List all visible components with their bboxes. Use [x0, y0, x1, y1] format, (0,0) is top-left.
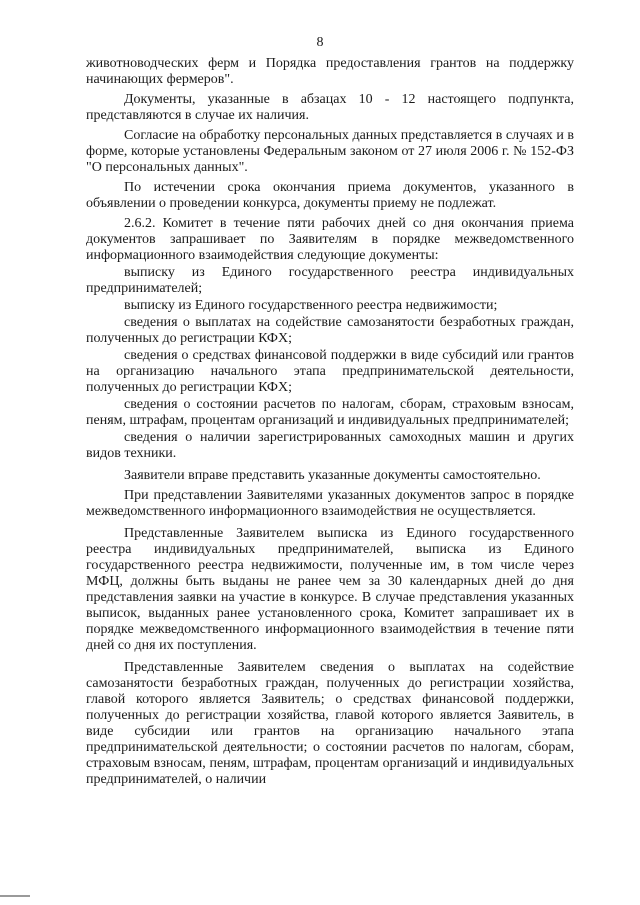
paragraph-deadline: По истечении срока окончания приема документов, указанного в объявлении о проведении конкурса, документы приему не подлежат.: [86, 180, 574, 211]
paragraph-documents-availability: Документы, указанные в абзацах 10 - 12 настоящего подпункта, представляются в случае их наличия.: [86, 92, 574, 123]
list-item-egrn: выписку из Единого государственного реестра недвижимости;: [124, 298, 498, 313]
document-body: [86, 56, 574, 792]
paragraph-continuation: животноводческих ферм и Порядка предоставления грантов на поддержку начинающих фермеров".: [86, 56, 574, 87]
list-item-tax-settlements: сведения о состоянии расчетов по налогам, сборам, страховым взносам, пеням, штрафам, процентам организаций и индивидуальных предпринимателей;: [86, 397, 574, 428]
paragraph-submitted-information: Представленные Заявителем сведения о выплатах на содействие самозанятости безработных граждан, полученных до регистрации хозяйства, главой которого является Заявитель; о средствах финансовой поддержки, полученных до регистрации хозяйства, главой которого является Заявитель, в виде субсидии или грантов на организацию начального этапа предпринимательской деятельности; о состоянии расчетов по налогам, сборам, страховым взносам, пеням, штрафам, процентам организаций и индивидуальных предпринимателей, о наличии: [86, 660, 574, 787]
list-item-self-employment-payments: сведения о выплатах на содействие самозанятости безработных граждан, полученных до регистрации КФХ;: [86, 315, 574, 346]
paragraph-2-6-2: 2.6.2. Комитет в течение пяти рабочих дней со дня окончания приема документов запрашивает по Заявителям в порядке межведомственного информационного взаимодействия следующие документы:: [86, 216, 574, 263]
list-item-machinery: сведения о наличии зарегистрированных самоходных машин и других видов техники.: [86, 430, 574, 461]
scan-edge-mark: [0, 895, 30, 897]
paragraph-personal-data-consent: Согласие на обработку персональных данных представляется в случаях и в форме, которые установлены Федеральным законом от 27 июля 2006 г. № 152-ФЗ "О персональных данных".: [86, 128, 574, 175]
paragraph-no-request: При представлении Заявителями указанных документов запрос в порядке межведомственного информационного взаимодействия не осуществляется.: [86, 488, 574, 519]
page-number: 8: [316, 35, 324, 50]
list-item-egrip: выписку из Единого государственного реестра индивидуальных предпринимателей;: [86, 265, 574, 296]
list-item-financial-support: сведения о средствах финансовой поддержки в виде субсидий или грантов на организацию начального этапа предпринимательской деятельности, полученных до регистрации КФХ;: [86, 348, 574, 395]
paragraph-self-submission: Заявители вправе представить указанные документы самостоятельно.: [124, 468, 541, 483]
paragraph-extract-validity: Представленные Заявителем выписка из Единого государственного реестра индивидуальных предпринимателей, выписка из Единого государственного реестра недвижимости, полученные им, в том числе через МФЦ, должны быть выданы не ранее чем за 30 календарных дней до дня представления заявки на участие в конкурсе. В случае представления указанных выписок, выданных ранее установленного срока, Комитет запрашивает их в порядке межведомственного информационного взаимодействия в течение пяти дней со дня их поступления.: [86, 526, 574, 653]
